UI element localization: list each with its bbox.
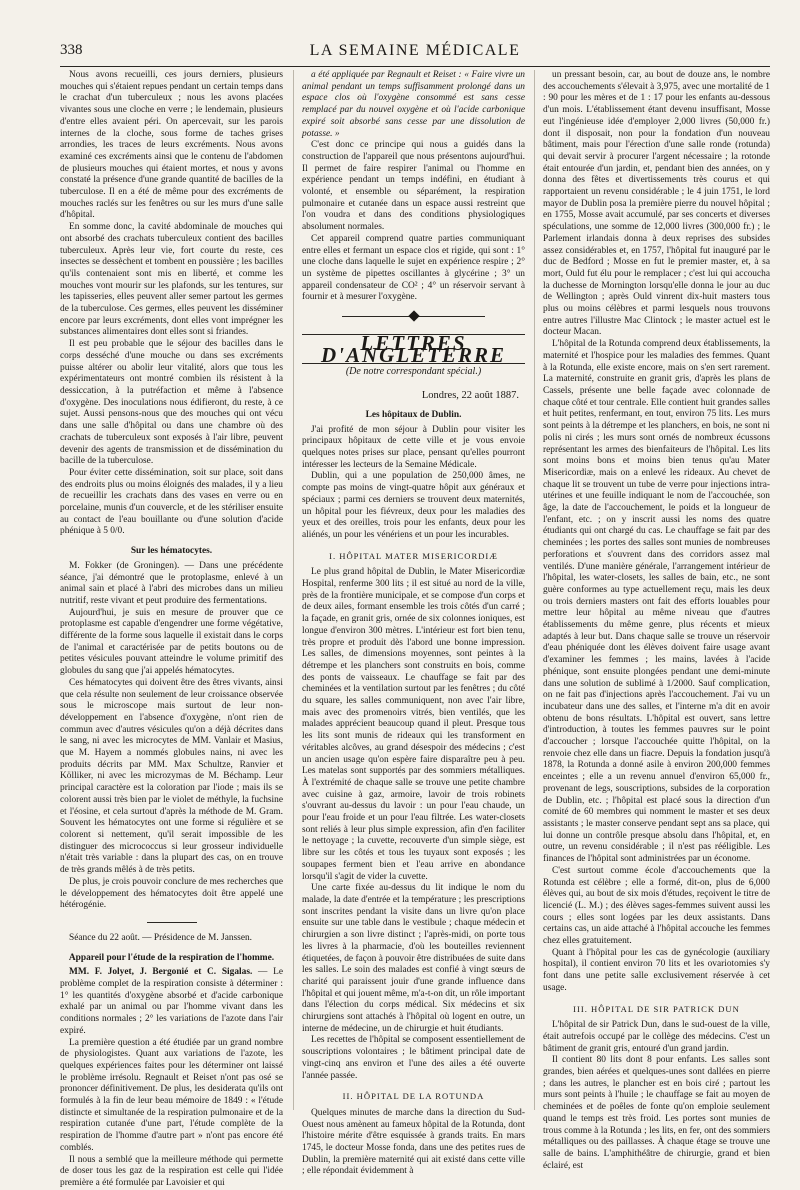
authors: MM. F. Jolyet, J. Bergonié et C. Sigalas. xyxy=(69,967,253,978)
paragraph: En somme donc, la cavité abdominale de mouches qui ont absorbé des crachats tuberculeux contient des bacilles tuberculeux. Après leur vie, fort courte du reste, ces insectes se dessèchent et tombent en poussière ; les bacilles qu'ils contenaient sont mis en liberté, et comme les mouches vont mourir sur les plafonds, sur les tentures, sur les tapisseries, elles peuvent aller semer partout les germes de la tuberculose. Ces germes, elles peuvent les disséminer encore par leurs excréments, dont elles vont imprégner les substances alimentaires dont elles sont si friandes. xyxy=(60,222,283,338)
paragraph: Nous avons recueilli, ces jours derniers, plusieurs mouches qui s'étaient repues pendant un certain temps dans le crachat d'un tuberculeux ; nous les avons placées vivantes sous une cloche en verre ; le lendemain, plusieurs d'entre elles avaient péri. On apercevait, sur les parois internes de la cloche, sous forme de taches grises arrondies, les traces de leurs excréments. Nous avons examiné ces excréments ainsi que le contenu de l'abdomen de plusieurs mouches qui étaient mortes, et nous y avons constaté la présence d'une grande quantité de bacilles de la tuberculose. Il en a été de même pour des excréments de mouches raclés sur les fenêtres ou sur les murs d'une salle d'hôpital. xyxy=(60,70,283,221)
page-header xyxy=(60,40,770,67)
ornament-divider xyxy=(302,310,525,324)
paragraph: C'est surtout comme école d'accouchements que la Rotunda est célèbre ; elle a formé, dit-on, plus de 6,000 élèves qui, au bout de six mois d'études, reçoivent le titre de licencié (L. M.) ; des élèves sages-femmes suivent aussi les cours ; elles sont logées par les deux assistants. Dans certains cas, un aide attaché à l'hôpital accouche les femmes chez elles gratuitement. xyxy=(543,865,770,947)
paragraph: Quant à l'hôpital pour les cas de gynécologie (auxiliary hospital), il contient environ 70 lits et les ovariotomies s'y font dans une petite salle exclusivement réservée à cet usage. xyxy=(543,947,770,993)
column-rule xyxy=(534,70,535,1110)
separator xyxy=(147,922,197,923)
paragraph: Quelques minutes de marche dans la direction du Sud-Ouest nous amènent au fameux hôpital de la Rotunda, dont l'histoire mérite d'être esquissée à grands traits. En mars 1745, le docteur Mosse fonda, dans une des petites rues de Dublin, la première maternité qui ait existé dans cette ville ; elle répondait évidemment à xyxy=(302,1107,525,1177)
paragraph-text: — Le problème complet de la respiration consiste à déterminer : 1° les quantités d'oxygène absorbé et d'acide carbonique exhalé par un animal ou par l'homme vivant dans les conditions normales ; 2° les variations de l'azote dans l'air expiré. xyxy=(60,967,284,1036)
paragraph: Aujourd'hui, je suis en mesure de prouver que ce protoplasme est capable d'engendrer une forme végétative, différente de la forme sous laquelle il existait dans le corps de l'animal et caractérisée par de petits boutons ou de petites vésicules pouvant atteindre le volume primitif des globules du sang que j'ai appelés hématocytes. xyxy=(60,607,283,677)
paragraph: Les recettes de l'hôpital se composent essentiellement de souscriptions volontaires ; le bâtiment principal date de vingt-cinq ans environ et l'une des ailes a été ouverte l'année passée. xyxy=(302,1035,525,1081)
column-middle xyxy=(302,70,525,1177)
column-right xyxy=(543,70,770,1171)
session-line: Séance du 22 août. — Présidence de M. Janssen. xyxy=(69,932,253,943)
section-heading: Sur les hématocytes. xyxy=(130,546,213,557)
page-number: 338 xyxy=(60,42,83,58)
subsection-heading: II. HÔPITAL DE LA ROTUNDA xyxy=(342,1091,485,1102)
paragraph: L'hôpital de sir Patrick Dun, dans le sud-ouest de la ville, était autrefois occupé par le collège des médecins. C'est un bâtiment de granit gris, entouré d'un grand jardin. xyxy=(543,1020,770,1054)
paragraph: C'est donc ce principe qui nous a guidés dans la construction de l'appareil que nous présentons aujourd'hui. Il permet de faire respirer l'animal ou l'homme en expérience pendant un temps indéfini, en étudiant à volonté, et ensemble ou séparément, la respiration pulmonaire et cutanée dans un espace aussi restreint que l'on voudra et dans des conditions physiologiques absolument normales. xyxy=(302,140,525,233)
section-heading: Les hôpitaux de Dublin. xyxy=(365,409,462,420)
paragraph: un pressant besoin, car, au bout de douze ans, le nombre des accouchements s'élevait à 3,975, avec une mortalité de 1 : 90 pour les mères et de 1 : 17 pour les enfants au-dessous d'un mois. L'établissement étant devenu insuffisant, Mosse eut l'ingénieuse idée d'employer 2,000 livres (50,000 fr.) dont il disposait, non pour la fondation d'un nouveau bâtiment, mais pour l'érection d'une salle ronde (rotunda) qui devait servir à procurer l'argent nécessaire ; la rotonde était entourée d'un jardin, et, pendant bien des années, on y donna des fêtes et divertissements très courus et qui rapportaient un revenu considérable ; le 4 juin 1751, le lord mayor de Dublin posa la première pierre du nouvel hôpital ; en 1755, Mosse avait accumulé, par ses concerts et diverses spéculations, une somme de 12,000 livres (300,000 fr.) ; le Parlement irlandais donna à deux reprises des subsides assez considérables et, en 1757, l'hôpital fut inauguré par le duc de Bedford ; Mosse en fut le premier master, et, à sa mort, Ould fut élu pour le remplacer ; c'est lui qui accoucha la duchesse de Mornington lorsqu'elle donna le jour au duc de Wellington ; après Ould vinrent dix-huit masters tous plus ou moins célèbres et parmi lesquels nous trouvons entre autres l'illustre Mac Clintock ; le master actuel est le docteur Macan. xyxy=(543,70,770,338)
diamond-icon xyxy=(408,310,419,321)
paragraph: Il contient 80 lits dont 8 pour enfants. Les salles sont grandes, bien aérées et quelques-unes sont dallées en pierre ; dans les autres, le plancher est en bois ciré ; partout les murs sont peints à l'huile ; le chauffage se fait au moyen de cheminées et de poêles de fonte qu'on emploie seulement quand le temps est très froid. Les portes sont munies de trous comme à la Rotunda ; les lits, en fer, ont des sommiers métalliques ou des paillasses. À chaque étage se trouve une salle de bains. L'amphithéâtre de chirurgie, grand et bien éclairé, est xyxy=(543,1055,770,1171)
subsection-heading: I. HÔPITAL MATER MISERICORDIÆ xyxy=(329,550,498,561)
paragraph: Il nous a semblé que la meilleure méthode qui permette de doser tous les gaz de la respiration est celle qui l'idée première a été formulée par Lavoisier et qui xyxy=(60,1154,283,1188)
paragraph: Ces hématocytes qui doivent être des êtres vivants, ainsi que cela résulte non seulement de leur croissance observée sous le microscope mais surtout de leur non-développement en l'absence d'oxygène, n'ont rien de commun avec d'autres vésicules qu'on a déjà décrites dans le sang, ni avec les microcytes de MM. Vanlair et Masius, que M. Hayem a nommés globules nains, ni avec les produits décrits par MM. Max Schultze, Ranvier et Kölliker, ni avec les microzymas de M. Béchamp. Leur principal caractère est la coloration par l'iode ; mais ils se colorent aussi très bien par le violet de méthyle, la fuchsine et l'éosine, et cela surtout d'après la méthode de M. Gram. Souvent les hématocytes ont une forme si régulière et se colorent si nettement, qu'il serait impossible de les distinguer des micrococcus si leur grosseur individuelle n'était très variable : dans la plupart des cas, on en trouve de très grands mêlés à de très petits. xyxy=(60,677,283,876)
paragraph: M. Fokker (de Groningen). — Dans une précédente séance, j'ai démontré que le protoplasme, enlevé à un animal sain et placé à l'abri des microbes dans un milieu nutritif, reste vivant et peut produire des fermentations. xyxy=(60,560,283,606)
section-title: LETTRES D'ANGLETERRE xyxy=(302,334,525,364)
paragraph: De plus, je crois pouvoir conclure de mes recherches que le développement des hématocytes doit être appelé une hétérogénie. xyxy=(60,876,283,911)
section-heading: Appareil pour l'étude de la respiration de l'homme. xyxy=(68,952,275,963)
paragraph: Pour éviter cette dissémination, soit sur place, soit dans des endroits plus ou moins éloignés des malades, il y a lieu de recueillir les crachats dans des vases en verre ou en porcelaine, munis d'un couvercle, et de les stériliser ensuite au contact de l'eau bouillante ou d'une solution d'acide phénique à 5 0/0. xyxy=(60,467,283,537)
column-left xyxy=(60,70,284,1188)
subsection-heading: III. HÔPITAL DE SIR PATRICK DUN xyxy=(573,1003,740,1014)
paragraph xyxy=(60,967,283,1037)
paragraph: J'ai profité de mon séjour à Dublin pour visiter les principaux hôpitaux de cette ville et je vous envoie quelques notes prises sur place, pensant qu'elles pourront intéresser les lecteurs de la Semaine Médicale. xyxy=(302,424,525,470)
paragraph: Une carte fixée au-dessus du lit indique le nom du malade, la date d'entrée et la température ; les prescriptions sont inscrites pendant la visite dans un livre qu'on place ensuite sur une table dans le vestibule ; chaque médecin et chirurgien a son livre distinct ; l'après-midi, on porte tous les livres à la pharmacie, d'où les bouteilles reviennent étiquetées, de façon à pouvoir être distribuées de suite dans les salles. Le soin des malades est confié à vingt sœurs de charité qui paraissent jouir d'une grande influence dans l'hôpital et qui jouent même, m'a-t-on dit, un rôle important dans l'élection du corps médical. Six médecins et six chirurgiens sont attachés à l'hôpital où logent en outre, un interne de médecine, un de chirurgie et huit étudiants. xyxy=(302,883,525,1034)
column-rule xyxy=(293,70,294,1110)
paragraph: Cet appareil comprend quatre parties communiquant entre elles et fermant un espace clos et rigide, qui sont : 1° une cloche dans laquelle le sujet en expérience respire ; 2° un système de pipettes oscillantes à glycérine ; 3° un appareil condensateur de CO² ; 4° un réservoir servant à fournir et à mesurer l'oxygène. xyxy=(302,233,525,303)
paragraph: Dublin, qui a une population de 250,000 âmes, ne compte pas moins de vingt-quatre hôpit aux généraux et spéciaux ; parmi ces derniers se trouvent deux maternités, un hôpital pour les fiévreux, deux pour les maladies des yeux et des oreilles, trois pour les enfants, deux pour les aliénés, un pour les vénériens et un pour les incurables. xyxy=(302,471,525,540)
running-title: LA SEMAINE MÉDICALE xyxy=(309,42,521,59)
dateline: Londres, 22 août 1887. xyxy=(421,390,519,402)
section-subtitle: (De notre correspondant spécial.) xyxy=(345,366,482,378)
paragraph: La première question a été étudiée par un grand nombre de physiologistes. Quant aux variations de l'azote, les quelques expériences faites pour les déterminer ont laissé le problème irrésolu. Regnault et Reiset n'ont pas osé se prononcer définitivement. De plus, les desiderata qu'ils ont formulés à la fin de leur beau mémoire de 1849 : « l'étude distincte et simultanée de la respiration pulmonaire et de la respiration cutanée d'une part, l'étude complète de la respiration de l'homme d'autre part » n'ont pas encore été comblés. xyxy=(60,1037,283,1153)
paragraph: L'hôpital de la Rotunda comprend deux établissements, la maternité et l'hospice pour les maladies des femmes. Quant à la Rotunda, elle existe encore, mais on s'en sert rarement. La maternité, construite en granit gris, d'après les plans de Cassels, présente une belle façade avec colonnade de chaque côté et tour centrale. Elle contient huit grandes salles et huit petites, renfermant, en tout, environ 75 lits. Les murs sont peints à la détrempe et les planchers, en bois, ne sont ni polis ni cirés ; les murs sont ornés de nombreux écussons représentant les armes des bienfaiteurs de l'hôpital. Les lits sont moins bons et moins bien tenus qu'au Mater Misericordiæ, mais on a enlevé les rideaux. Au chevet de chaque lit se trouvent un tube de verre pour injections intra-utérines et une feuille indiquant le nom de l'accouchée, son âge, la date de l'accouchement, le poids et la longueur de l'enfant, etc. ; on y inscrit aussi les noms des quatre étudiants qui ont chargé du cas. Le chauffage se fait par des cheminées ; les portes des salles sont munies de nombreuses perforations et s'ouvrent dans des corridors assez mal ventilés. D'une manière générale, l'arrangement intérieur de l'hôpital, les water-closets, les salles de bain, etc., ne sont guère conformes au type actuellement reçu, mais les deux ou trois derniers masters ont fait des efforts louables pour mettre leur hôpital au même niveau que d'autres établissements du même genre, plus récents et mieux adaptés à leur but. Dans chaque salle se trouve un réservoir d'eau phéniquée dont les élèves doivent faire usage avant d'examiner les femmes ; les mains, lavées à l'acide phénique, sont ensuite plongées pendant une demi-minute dans une solution de sublimé à 1/2000. Sauf complication, on ne fait pas d'injections après l'accouchement. J'ai vu un incubateur dans une des salles, et l'interne m'a dit en avoir obtenu de bons résultats. L'hôpital est ouvert, sans lettre d'introduction, à toutes les femmes pauvres sur le point d'accoucher ; lorsque l'accouchée quitte l'hôpital, on la renvoie chez elle dans un fiacre. Depuis la fondation jusqu'à 1878, la Rotunda a donné asile à environ 200,000 femmes enceintes ; elle a un revenu annuel d'environ 65,000 fr., provenant de legs, souscriptions, subsides de la corporation de Dublin, etc. ; l'hôpital est placé sous la direction d'un comité de 60 membres qui nomment le master et ses deux assistants ; le master conserve pendant sept ans sa place, qui lui donne un contrôle presque absolu dans l'hôpital, et, en outre, un revenu considérable ; il n'est pas rééligible. Les finances de l'hôpital sont administrées par un économe. xyxy=(543,339,770,865)
paragraph: Le plus grand hôpital de Dublin, le Mater Misericordiæ Hospital, renferme 300 lits ; il est situé au nord de la ville, près de la frontière municipale, et se compose d'un corps et de deux ailes, formant ensemble les trois côtés d'un carré ; la façade, en granit gris, ornée de six colonnes ioniques, est longue d'environ 300 mètres. L'intérieur est fort bien tenu, très propre et produit dès l'abord une bonne impression. Les salles, de dimensions moyennes, sont peintes à la détrempe et les planchers sont construits en bois, comme des ponts de vaisseaux. Le chauffage se fait par des cheminées et la ventilation surtout par les fenêtres ; du côté du square, les salles communiquent, non avec l'air libre, mais avec des promenoirs vitrés, bien ventilés, que les malades apprécient beaucoup quand il pleut. Presque tous les lits sont munis de rideaux qui les transforment en véritables alcôves, au grand désespoir des médecins ; c'est un ancien usage qu'on espère faire disparaître peu à peu. Les matelas sont supportés par des sommiers métalliques. À l'extrémité de chaque salle se trouve une petite chambre avec cuisine à gaz, armoire, lavoir de trois robinets s'ouvrant au-dessus du lavoir : un pour l'eau chaude, un pour l'eau froide et un pour l'eau filtrée. Les water-closets sont reliés à leur plus simple expression, afin d'en faciliter le nettoyage ; la cuvette, recouverte d'un simple siège, est libre sur les côtés et tous les tuyaux sont exposés ; les soupapes ferment bien et l'eau arrive en abondance lorsqu'il s'agit de vider la cuvette. xyxy=(302,567,525,882)
paragraph: a été appliquée par Regnault et Reiset : « Faire vivre un animal pendant un temps suffisamment prolongé dans un espace clos où l'oxygène consommé est sans cesse remplacé par du nouvel oxygène et où l'acide carbonique expiré soit absorbé sans cesse par une dissolution de potasse. » xyxy=(302,70,525,139)
paragraph: Il est peu probable que le séjour des bacilles dans le corps desséché d'une mouche ou dans ses excréments puisse altérer ou abolir leur vitalité, alors que tous les expérimentateurs ont montré combien ils résistent à la dessiccation, à la putréfaction et même à l'absence d'oxygène. Des inoculations nous édifieront, du reste, à ce sujet. Aussi pensons-nous que des mouches qui ont vécu dans une salle d'hôpital ou dans une chambre où des crachats de tuberculeux sont exposés à l'air libre, peuvent devenir des agents de transmission et de dissémination du bacille de la tuberculose. xyxy=(60,339,283,467)
